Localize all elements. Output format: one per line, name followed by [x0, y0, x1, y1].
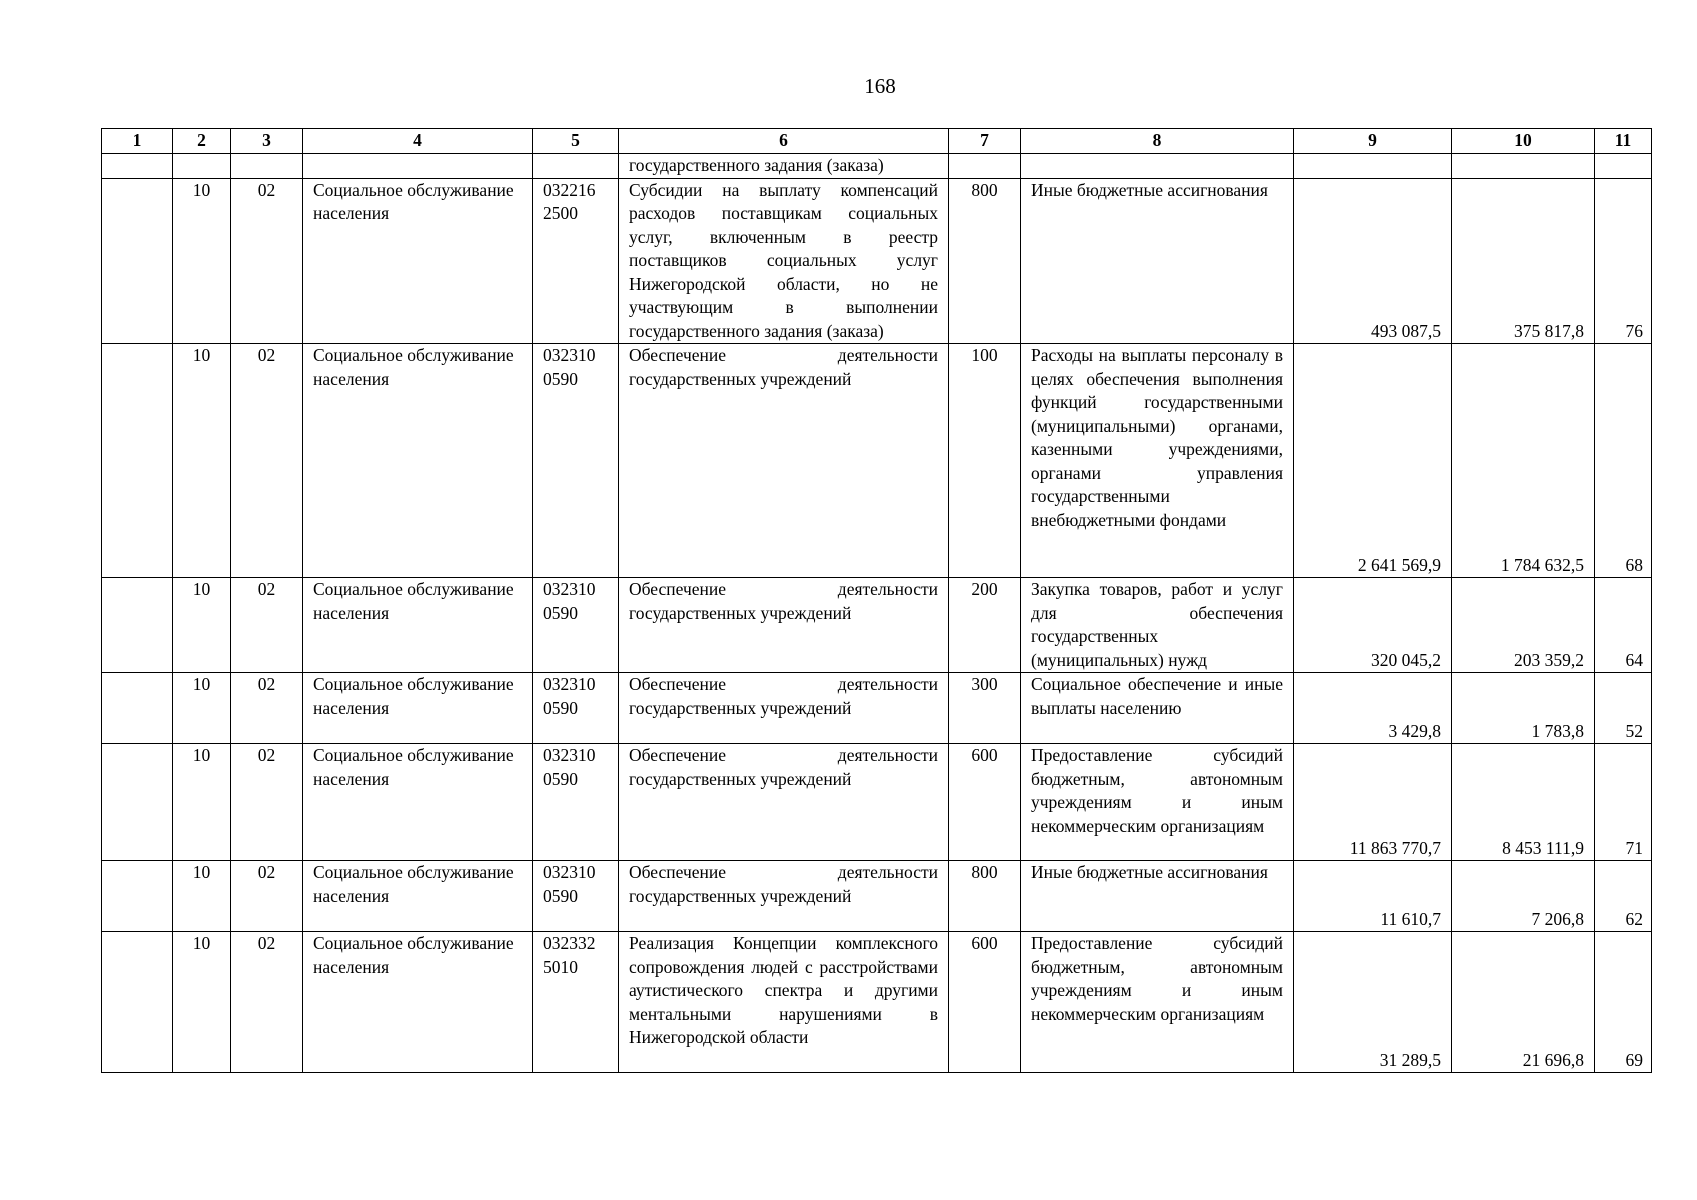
- cell-plan: 11 863 770,7: [1294, 744, 1452, 861]
- cell-section-name: Социальное обслуживание населения: [303, 178, 533, 344]
- cell-target-code: 032310 0590: [533, 861, 619, 932]
- cell-plan: 3 429,8: [1294, 673, 1452, 744]
- table-row: [102, 578, 1652, 673]
- cell-empty: [102, 673, 173, 744]
- cell-percent: 69: [1595, 932, 1652, 1073]
- cell-section: 10: [173, 344, 231, 578]
- header-col-4: 4: [303, 129, 533, 154]
- cell-actual: 8 453 111,9: [1452, 744, 1595, 861]
- cell-empty: [102, 932, 173, 1073]
- table-row: [102, 744, 1652, 861]
- cell-empty: [102, 344, 173, 578]
- cell-section: 10: [173, 861, 231, 932]
- cell-section-name: Социальное обслуживание населения: [303, 578, 533, 673]
- cell-section-name: Социальное обслуживание населения: [303, 744, 533, 861]
- cell-percent: 71: [1595, 744, 1652, 861]
- cell-percent: 76: [1595, 178, 1652, 344]
- cell-actual: 375 817,8: [1452, 178, 1595, 344]
- cell-direction: Субсидии на выплату компенсаций расходов поставщикам социальных услуг, включенным в реестр поставщиков социальных услуг Нижегородской области, но не участвующим в выполнении государственного задания (заказа): [619, 178, 949, 344]
- cell-plan: 493 087,5: [1294, 178, 1452, 344]
- cell-empty: [533, 154, 619, 179]
- cell-plan: 11 610,7: [1294, 861, 1452, 932]
- cell-subsection: 02: [231, 932, 303, 1073]
- table-row: [102, 861, 1652, 932]
- header-col-9: 9: [1294, 129, 1452, 154]
- cell-section: 10: [173, 673, 231, 744]
- header-col-1: 1: [102, 129, 173, 154]
- cell-empty: [1595, 154, 1652, 179]
- cell-expense-type: 300: [949, 673, 1021, 744]
- header-col-7: 7: [949, 129, 1021, 154]
- cell-empty: [102, 178, 173, 344]
- cell-target-code: 032216 2500: [533, 178, 619, 344]
- cell-expense-type: 600: [949, 744, 1021, 861]
- cell-target-code: 032310 0590: [533, 673, 619, 744]
- cell-empty: [303, 154, 533, 179]
- cell-section-name: Социальное обслуживание населения: [303, 861, 533, 932]
- cell-subsection: 02: [231, 861, 303, 932]
- cell-direction: Обеспечение деятельности государственных учреждений: [619, 344, 949, 578]
- cell-target-code: 032332 5010: [533, 932, 619, 1073]
- cell-section: 10: [173, 178, 231, 344]
- cell-actual: 1 784 632,5: [1452, 344, 1595, 578]
- cell-expense-type: 800: [949, 861, 1021, 932]
- cell-subsection: 02: [231, 673, 303, 744]
- cell-percent: 64: [1595, 578, 1652, 673]
- cell-actual: 203 359,2: [1452, 578, 1595, 673]
- cell-direction: Обеспечение деятельности государственных учреждений: [619, 673, 949, 744]
- cell-empty: [1021, 154, 1294, 179]
- cell-expense-type: 800: [949, 178, 1021, 344]
- cell-direction: Обеспечение деятельности государственных учреждений: [619, 578, 949, 673]
- cell-subsection: 02: [231, 578, 303, 673]
- cell-actual: 7 206,8: [1452, 861, 1595, 932]
- cell-section: 10: [173, 744, 231, 861]
- cell-expense-name: Закупка товаров, работ и услуг для обеспечения государственных (муниципальных) нужд: [1021, 578, 1294, 673]
- cell-expense-name: Предоставление субсидий бюджетным, автономным учреждениям и иным некоммерческим организациям: [1021, 744, 1294, 861]
- header-row: [102, 129, 1652, 154]
- cell-expense-name: Расходы на выплаты персоналу в целях обеспечения выполнения функций государственными (муниципальными) органами, казенными учреждениями, органами управления государственными внебюджетными фондами: [1021, 344, 1294, 578]
- cell-empty: [1452, 154, 1595, 179]
- cell-subsection: 02: [231, 744, 303, 861]
- cell-target-code: 032310 0590: [533, 744, 619, 861]
- cell-actual: 1 783,8: [1452, 673, 1595, 744]
- cell-section-name: Социальное обслуживание населения: [303, 673, 533, 744]
- cell-expense-type: 200: [949, 578, 1021, 673]
- cell-plan: 31 289,5: [1294, 932, 1452, 1073]
- cell-section-name: Социальное обслуживание населения: [303, 932, 533, 1073]
- cell-direction: Реализация Концепции комплексного сопровождения людей с расстройствами аутистического спектра и другими ментальными нарушениями в Нижегородской области: [619, 932, 949, 1073]
- cell-empty: [102, 744, 173, 861]
- cell-expense-type: 600: [949, 932, 1021, 1073]
- cell-percent: 52: [1595, 673, 1652, 744]
- cell-section: 10: [173, 932, 231, 1073]
- header-col-6: 6: [619, 129, 949, 154]
- cell-empty: [949, 154, 1021, 179]
- continuation-row: [102, 154, 1652, 179]
- cell-expense-name: Иные бюджетные ассигнования: [1021, 861, 1294, 932]
- header-col-5: 5: [533, 129, 619, 154]
- cell-plan: 2 641 569,9: [1294, 344, 1452, 578]
- header-col-11: 11: [1595, 129, 1652, 154]
- cell-subsection: 02: [231, 178, 303, 344]
- cell-direction: государственного задания (заказа): [619, 154, 949, 179]
- cell-expense-type: 100: [949, 344, 1021, 578]
- cell-percent: 62: [1595, 861, 1652, 932]
- header-col-8: 8: [1021, 129, 1294, 154]
- budget-table: [101, 128, 1652, 1073]
- cell-percent: 68: [1595, 344, 1652, 578]
- cell-expense-name: Социальное обеспечение и иные выплаты населению: [1021, 673, 1294, 744]
- cell-actual: 21 696,8: [1452, 932, 1595, 1073]
- cell-empty: [102, 578, 173, 673]
- cell-expense-name: Иные бюджетные ассигнования: [1021, 178, 1294, 344]
- table-row: [102, 932, 1652, 1073]
- header-col-2: 2: [173, 129, 231, 154]
- cell-section-name: Социальное обслуживание населения: [303, 344, 533, 578]
- cell-expense-name: Предоставление субсидий бюджетным, автономным учреждениям и иным некоммерческим организациям: [1021, 932, 1294, 1073]
- table-row: [102, 178, 1652, 344]
- cell-empty: [102, 861, 173, 932]
- cell-subsection: 02: [231, 344, 303, 578]
- cell-empty: [231, 154, 303, 179]
- header-col-3: 3: [231, 129, 303, 154]
- cell-direction: Обеспечение деятельности государственных учреждений: [619, 861, 949, 932]
- header-col-10: 10: [1452, 129, 1595, 154]
- cell-plan: 320 045,2: [1294, 578, 1452, 673]
- cell-empty: [173, 154, 231, 179]
- cell-direction: Обеспечение деятельности государственных учреждений: [619, 744, 949, 861]
- table-row: [102, 673, 1652, 744]
- cell-section: 10: [173, 578, 231, 673]
- cell-empty: [102, 154, 173, 179]
- cell-empty: [1294, 154, 1452, 179]
- cell-target-code: 032310 0590: [533, 344, 619, 578]
- page-number: 168: [864, 74, 896, 98]
- cell-target-code: 032310 0590: [533, 578, 619, 673]
- table-row: [102, 344, 1652, 578]
